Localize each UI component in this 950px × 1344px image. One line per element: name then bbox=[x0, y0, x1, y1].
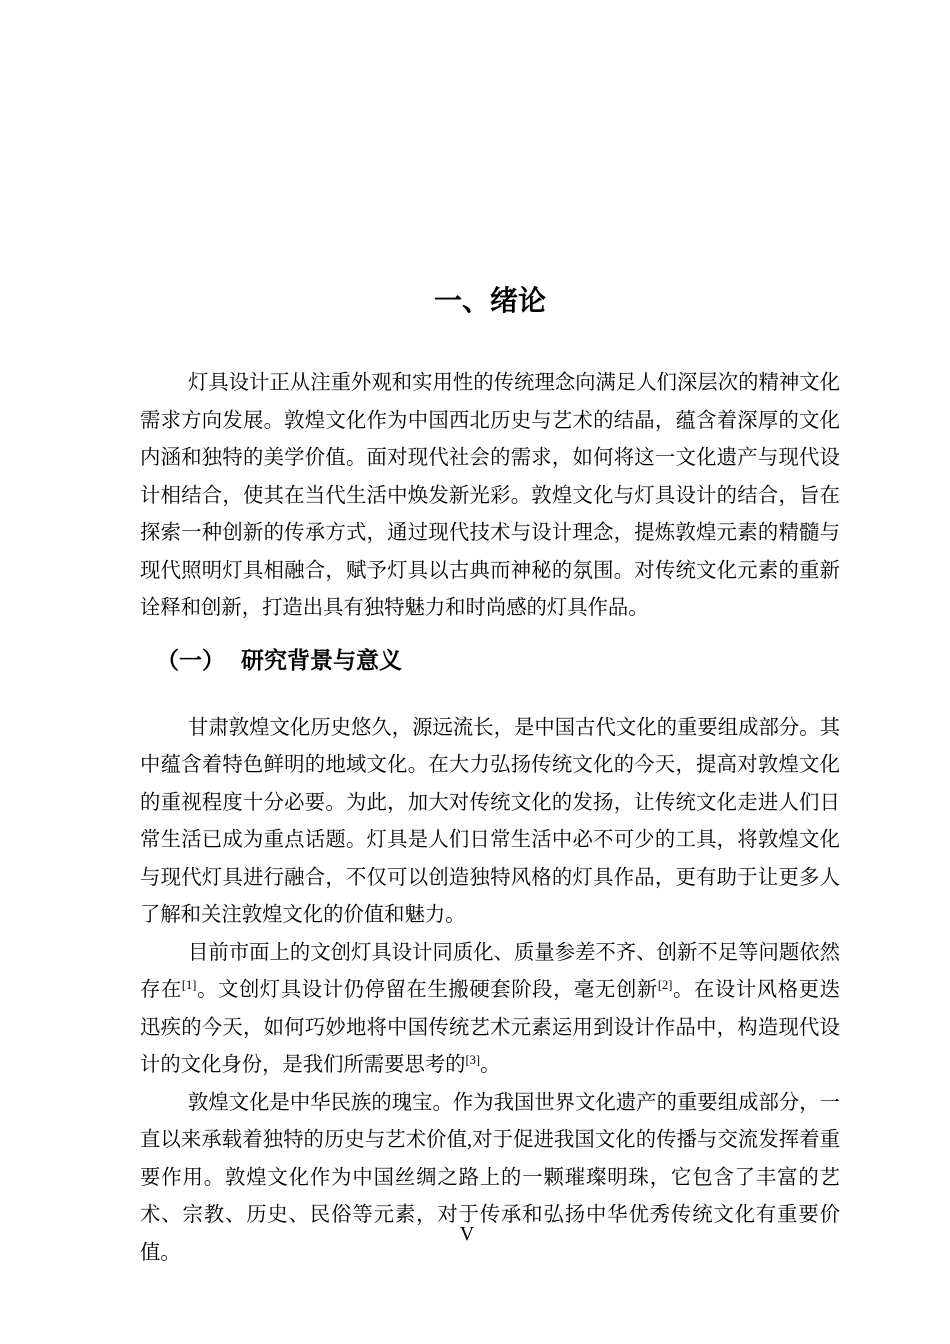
paragraph-dunhuang-value: 敦煌文化是中华民族的瑰宝。作为我国世界文化遗产的重要组成部分，一直以来承载着独特的历史与艺术价值,对于促进我国文化的传播与交流发挥着重要作用。敦煌文化作为中国丝绸之路上的一颗璀璨明珠，它包含了丰富的艺术、宗教、历史、民俗等元素，对于传承和弘扬中华优秀传统文化有重要价值。 bbox=[140, 1091, 840, 1264]
intro-paragraph: 灯具设计正从注重外观和实用性的传统理念向满足人们深层次的精神文化需求方向发展。敦煌文化作为中国西北历史与艺术的结晶，蕴含着深厚的文化内涵和独特的美学价值。面对现代社会的需求，如何将这一文化遗产与现代设计相结合，使其在当代生活中焕发新光彩。敦煌文化与灯具设计的结合，旨在探索一种创新的传承方式，通过现代技术与设计理念，提炼敦煌元素的精髓与现代照明灯具相融合，赋予灯具以古典而神秘的氛围。对传统文化元素的重新诠释和创新，打造出具有独特魅力和时尚感的灯具作品。 bbox=[140, 372, 840, 619]
citation-3: [3] bbox=[465, 1053, 481, 1067]
citation-1: [1] bbox=[181, 978, 197, 992]
chapter-title: 一、绪论 bbox=[433, 284, 546, 317]
text-segment: 。在设计风格更迭迅疾的今天，如何巧妙地将中国传统艺术元素运用到设计作品中，构造现代设计的文化身份，是我们所需要思考的 bbox=[140, 979, 840, 1076]
paragraph-design-issues bbox=[140, 935, 840, 1085]
text-segment: 。 bbox=[480, 1054, 501, 1076]
text-segment: 。文创灯具设计仍停留在生搬硬套阶段，毫无创新 bbox=[196, 979, 658, 1001]
page-number: V bbox=[459, 1223, 475, 1245]
paragraph-research-background: 甘肃敦煌文化历史悠久，源远流长，是中国古代文化的重要组成部分。其中蕴含着特色鲜明的地域文化。在大力弘扬传统文化的今天，提高对敦煌文化的重视程度十分必要。为此，加大对传统文化的发扬，让传统文化走进人们日常生活已成为重点话题。灯具是人们日常生活中必不可少的工具，将敦煌文化与现代灯具进行融合，不仅可以创造独特风格的灯具作品，更有助于让更多人了解和关注敦煌文化的价值和魅力。 bbox=[140, 716, 840, 926]
section-heading: （一） 研究背景与意义 bbox=[156, 647, 403, 674]
citation-2: [2] bbox=[657, 978, 673, 992]
page-content bbox=[140, 0, 840, 1272]
text-segment: 目前市面上的文创灯具设计同质化、质量参差不齐、创新不足等问题依然存在 bbox=[140, 941, 840, 1001]
